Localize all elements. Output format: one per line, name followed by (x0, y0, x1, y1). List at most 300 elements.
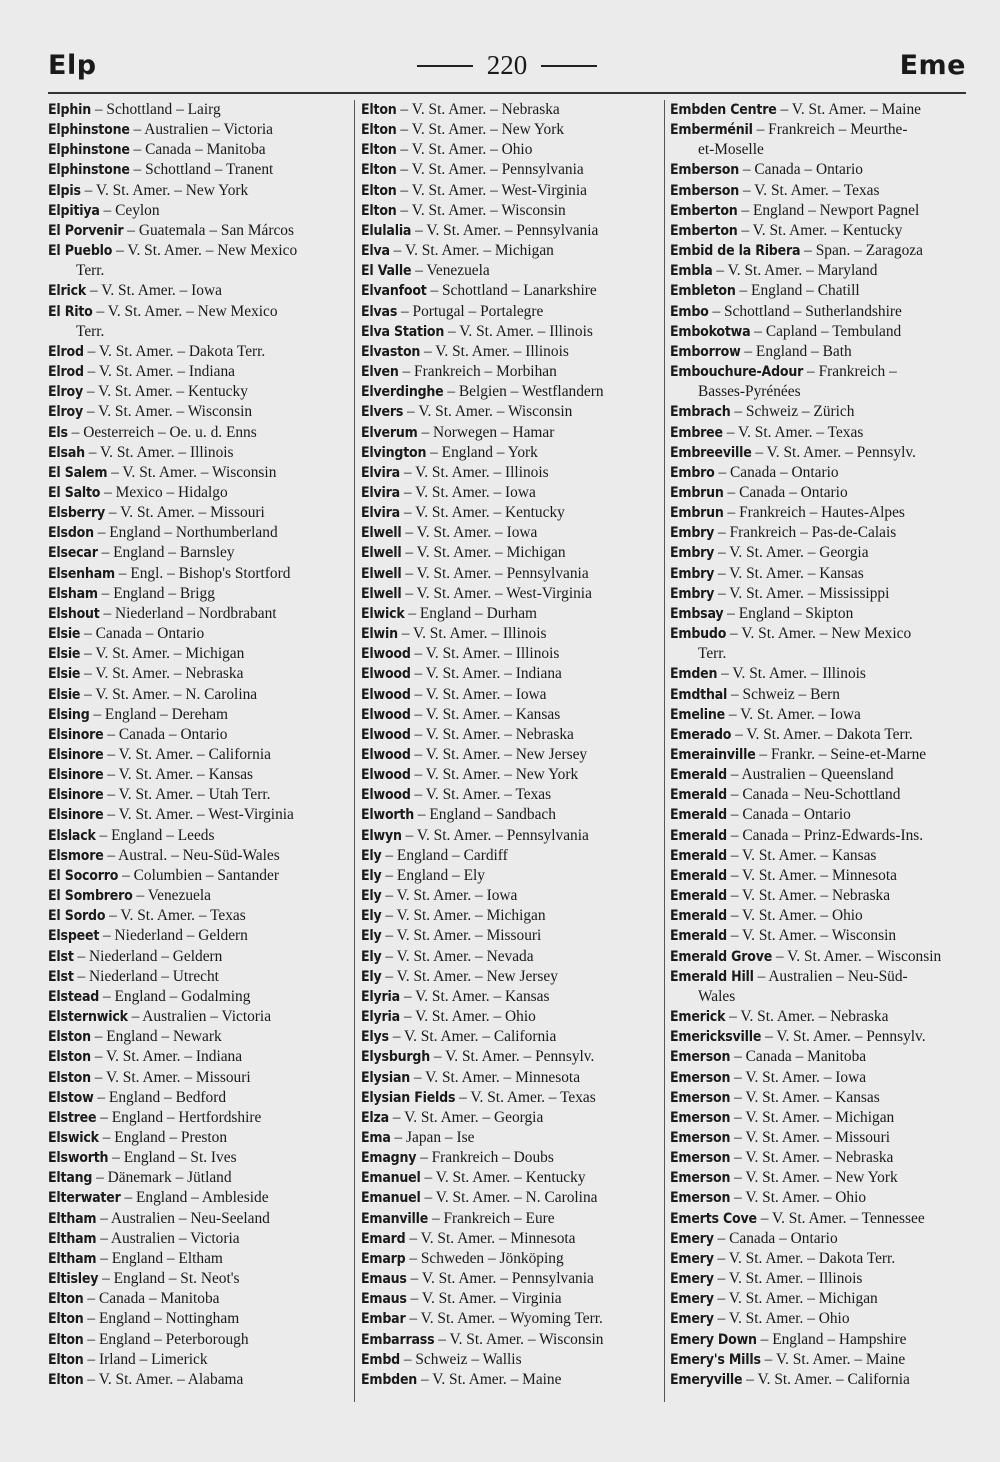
entry-location: – V. St. Amer. – Missouri (381, 927, 542, 945)
entry-headword: Embsay (670, 605, 724, 622)
entry-location: – V. St. Amer. – Iowa (401, 524, 538, 542)
gazetteer-entry (670, 564, 970, 584)
entry-location: – Canada – Ontario (103, 725, 228, 743)
gazetteer-entry (670, 322, 970, 342)
entry-continuation: Terr. (76, 322, 105, 340)
gazetteer-entry (48, 523, 353, 543)
header-left-keyword: Elp (48, 50, 97, 81)
gazetteer-entry (670, 463, 970, 483)
entry-location: – V. St. Amer. – New York (396, 121, 565, 139)
entry-location: – England – Hertfordshire (96, 1108, 262, 1126)
entry-continuation: Wales (698, 987, 736, 1005)
entry-location: – V. St. Amer. – Iowa (399, 483, 536, 501)
entry-location: – Belgien – Westflandern (443, 383, 604, 401)
entry-headword: Elston (48, 1049, 91, 1066)
entry-headword: Emanuel (361, 1170, 421, 1187)
entry-headword: Elsinore (48, 726, 104, 743)
gazetteer-entry (670, 1188, 970, 1208)
entry-location: – Canada – Ontario (80, 625, 205, 643)
entry-location: – V. St. Amer. – Kansas (410, 705, 561, 723)
entry-headword: Elsham (48, 585, 98, 602)
gazetteer-entry (361, 967, 663, 987)
entry-headword: Emerainville (670, 747, 756, 763)
entry-headword: Elvira (361, 505, 400, 522)
gazetteer-entry (48, 1128, 353, 1148)
entry-headword: Embudo (670, 626, 727, 643)
entry-headword: El Salem (48, 464, 108, 481)
gazetteer-entry (48, 1350, 353, 1370)
entry-location: – V. St. Amer. – Pennsylvania (411, 221, 599, 239)
entry-location: – V. St. Amer. – Pennsylv. (761, 1028, 926, 1046)
entry-location: – V. St. Amer. – New Mexico (92, 302, 278, 320)
gazetteer-entry (670, 1148, 970, 1168)
gazetteer-entry (670, 1007, 970, 1027)
entry-location: – England – Dereham (89, 705, 229, 723)
gazetteer-entry (670, 281, 970, 301)
gazetteer-entry (361, 1249, 663, 1269)
entry-headword: Elsworth (48, 1150, 109, 1167)
entry-headword: Emagny (361, 1150, 417, 1167)
gazetteer-entry (361, 483, 663, 503)
entry-location: – V. St. Amer. – Kansas (730, 1088, 880, 1106)
entry-location: – Canada – Prinz-Edwards-Ins. (726, 826, 924, 844)
entry-location: – V. St. Amer. – Illinois (420, 342, 569, 360)
gazetteer-entry (361, 1370, 663, 1390)
entry-headword: Emden (670, 666, 718, 683)
gazetteer-entry (670, 866, 970, 886)
entry-location: – Australien – Neu-Süd- (753, 967, 908, 985)
entry-location: – V. St. Amer. – Nebraska (396, 101, 560, 118)
entry-headword: Elysian (361, 1069, 411, 1086)
entry-headword: Emerson (670, 1129, 731, 1146)
gazetteer-entry (48, 1249, 353, 1269)
entry-location: – England – Ambleside (120, 1189, 269, 1207)
entry-location: – V. St. Amer. – Michigan (389, 242, 554, 260)
entry-location: – England – Nottingham (83, 1310, 240, 1328)
entry-headword: Elphinstone (48, 122, 130, 139)
entry-continuation: Terr. (698, 645, 727, 663)
entry-headword: Ely (361, 968, 382, 985)
entry-location: – V. St. Amer. – Ohio (726, 907, 863, 925)
entry-headword: Emaus (361, 1291, 407, 1308)
gazetteer-entry (670, 906, 970, 926)
gazetteer-entry (670, 1027, 970, 1047)
entry-location: – V. St. Amer. – New Jersey (410, 746, 588, 763)
entry-headword: El Valle (361, 263, 412, 280)
gazetteer-entry (670, 1269, 970, 1289)
gazetteer-entry (361, 342, 663, 362)
entry-location: – Canada – Ontario (714, 463, 839, 481)
entry-location: – V. St. Amer. – Pennsylvania (401, 826, 589, 844)
gazetteer-entry (48, 1047, 353, 1067)
gazetteer-entry (361, 987, 663, 1007)
entry-location: – Australien – Queensland (726, 766, 894, 784)
gazetteer-entry (361, 1269, 663, 1289)
gazetteer-entry (670, 1128, 970, 1148)
gazetteer-entry (361, 1027, 663, 1047)
gazetteer-entry (48, 503, 353, 523)
gazetteer-entry (48, 866, 353, 886)
entry-location: – Canada – Ontario (723, 483, 848, 501)
entry-location: – Mexico – Hidalgo (100, 483, 228, 501)
entry-location: – V. St. Amer. – Missouri (90, 1068, 251, 1086)
entry-headword: Elwell (361, 565, 402, 582)
entry-headword: Elshout (48, 605, 100, 622)
entry-headword: Elst (48, 948, 74, 965)
entry-headword: Elphinstone (48, 162, 130, 179)
gazetteer-entry (670, 160, 970, 180)
entry-headword: Elsing (48, 706, 90, 723)
entry-location: – V. St. Amer. – New Mexico (112, 242, 298, 260)
entry-location: – V. St. Amer. – Minnesota (410, 1068, 581, 1086)
entry-location: – Niederland – Nordbrabant (99, 604, 277, 622)
gazetteer-entry (48, 1289, 353, 1309)
gazetteer-entry (361, 140, 663, 160)
entry-headword: Embouchure-Adour (670, 364, 804, 381)
gazetteer-entry (670, 604, 970, 624)
entry-location: – Irland – Limerick (83, 1350, 208, 1368)
gazetteer-entry (361, 584, 663, 604)
entry-headword: El Sombrero (48, 888, 133, 905)
entry-headword: Embo (670, 303, 709, 320)
entry-headword: Elsberry (48, 505, 106, 522)
entry-location: – Frankreich – Eure (428, 1209, 555, 1227)
entry-location: – England – Peterborough (83, 1330, 249, 1348)
gazetteer-entry (670, 1229, 970, 1249)
gazetteer-entry (48, 483, 353, 503)
gazetteer-entry (48, 604, 353, 624)
gazetteer-entry (670, 1249, 970, 1269)
gazetteer-entry (48, 644, 353, 664)
entry-location: – V. St. Amer. – Missouri (730, 1128, 890, 1146)
entry-headword: Elwin (361, 626, 398, 643)
entry-headword: Embarrass (361, 1331, 435, 1348)
entry-headword: Emery (670, 1291, 714, 1308)
entry-headword: Elwick (361, 605, 405, 622)
entry-headword: Elsinore (48, 787, 104, 804)
entry-location: – V. St. Amer. – Pennsylv. (751, 443, 916, 461)
entry-location: – Frankreich – Hautes-Alpes (723, 504, 905, 522)
gazetteer-entry (48, 181, 353, 201)
entry-location: – V. St. Amer. – Wisconsin (726, 927, 897, 945)
entry-headword: Emerson (670, 1069, 731, 1086)
column-1 (48, 100, 353, 1402)
entry-location: – England – Newport Pagnel (737, 201, 920, 219)
entry-location: – V. St. Amer. – Kentucky (420, 1169, 586, 1187)
entry-headword: Elston (48, 1029, 91, 1046)
entry-location: – Schottland – Sutherlandshire (708, 302, 902, 320)
entry-headword: Elwood (361, 706, 411, 723)
gazetteer-entry (48, 1188, 353, 1208)
gazetteer-entry (670, 523, 970, 543)
gazetteer-entry (48, 543, 353, 563)
entry-location: – V. St. Amer. – Michigan (730, 1108, 895, 1126)
entry-headword: Elton (361, 202, 397, 219)
header-right-keyword: Eme (899, 50, 966, 81)
gazetteer-entry (361, 201, 663, 221)
gazetteer-entry (670, 402, 970, 422)
gazetteer-entry (361, 826, 663, 846)
gazetteer-entry (361, 1188, 663, 1208)
entry-headword: Eltisley (48, 1271, 99, 1288)
gazetteer-entry (48, 886, 353, 906)
gazetteer-entry (670, 423, 970, 443)
entry-headword: Elva (361, 243, 390, 260)
entry-headword: Elyria (361, 1009, 400, 1026)
entry-headword: Emarp (361, 1250, 406, 1267)
gazetteer-entry (48, 120, 353, 140)
entry-location: – Frankr. – Seine-et-Marne (755, 746, 927, 763)
gazetteer-entry (670, 1108, 970, 1128)
gazetteer-entry (48, 1209, 353, 1229)
entry-headword: Elvers (361, 404, 404, 421)
gazetteer-entry (361, 1007, 663, 1027)
gazetteer-entry (48, 745, 353, 765)
entry-headword: Elys (361, 1029, 389, 1046)
entry-headword: Emborrow (670, 343, 741, 360)
entry-location: – Niederland – Geldern (99, 927, 248, 945)
entry-headword: Emerald (670, 787, 727, 804)
entry-headword: Ely (361, 888, 382, 905)
entry-headword: Eltham (48, 1230, 97, 1247)
entry-location: – Ceylon (99, 201, 160, 219)
gazetteer-entry (670, 120, 970, 160)
gazetteer-entry (361, 926, 663, 946)
entry-headword: Elst (48, 968, 74, 985)
entry-headword: Emerson (670, 1190, 731, 1207)
entry-location: – Australien – Victoria (96, 1229, 240, 1247)
header-dash-left (417, 65, 473, 67)
entry-location: – Venezuela (132, 887, 211, 905)
gazetteer-entry (670, 624, 970, 664)
gazetteer-entry (48, 664, 353, 684)
entry-headword: Eltang (48, 1170, 93, 1187)
entry-location: – V. St. Amer. – N. Carolina (420, 1189, 598, 1207)
entry-location: – V. St. Amer. – Wisconsin (107, 463, 277, 481)
gazetteer-entry (48, 1309, 353, 1329)
gazetteer-entry (48, 423, 353, 443)
entry-headword: Embden (361, 1371, 418, 1388)
entry-headword: Elterwater (48, 1190, 121, 1207)
entry-headword: Elsie (48, 686, 81, 703)
entry-location: – England – Brigg (97, 584, 215, 602)
gazetteer-entry (48, 765, 353, 785)
entry-location: – V. St. Amer. – Nebraska (410, 725, 574, 743)
gazetteer-entry (48, 160, 353, 180)
entry-location: – Schottland – Tranent (129, 161, 274, 179)
entry-location: – England – Chatill (735, 282, 860, 300)
entry-location: – V. St. Amer. – Illinois (397, 625, 547, 643)
gazetteer-entry (361, 463, 663, 483)
gazetteer-entry (48, 926, 353, 946)
entry-location: – V. St. Amer. – Wisconsin (83, 403, 253, 421)
column-2 (361, 100, 663, 1402)
entry-location: – V. St. Amer. – Illinois (713, 1270, 863, 1288)
entry-headword: Elsternwick (48, 1009, 128, 1026)
entry-location: – Canada – Ontario (726, 806, 851, 824)
gazetteer-entry (670, 584, 970, 604)
entry-headword: Elsinore (48, 747, 104, 763)
entry-headword: Embrach (670, 404, 731, 421)
gazetteer-entry (48, 402, 353, 422)
entry-headword: Els (48, 424, 68, 441)
entry-headword: Emerson (670, 1109, 731, 1126)
entry-headword: Elspeet (48, 928, 100, 945)
entry-location: – Niederland – Utrecht (73, 967, 219, 985)
gazetteer-entry (48, 1168, 353, 1188)
gazetteer-entry (670, 181, 970, 201)
gazetteer-entry (48, 967, 353, 987)
entry-location: – England – York (426, 443, 538, 461)
entry-headword: El Rito (48, 303, 93, 320)
entry-location: – V. St. Amer. – Ohio (396, 141, 533, 159)
gazetteer-entry (48, 564, 353, 584)
entry-headword: Eltham (48, 1250, 97, 1267)
gazetteer-entry (361, 624, 663, 644)
entry-location: – V. St. Amer. – Illinois (84, 443, 234, 461)
entry-headword: Elva Station (361, 323, 445, 340)
entry-location: – Capland – Tembuland (750, 322, 902, 340)
entry-location: – England – Northumberland (93, 524, 278, 542)
entry-headword: Elverum (361, 424, 418, 441)
gazetteer-entry (670, 1047, 970, 1067)
gazetteer-entry (670, 664, 970, 684)
entry-headword: Emberton (670, 202, 738, 219)
header-rule (48, 92, 966, 94)
entry-headword: Ely (361, 908, 382, 925)
entry-headword: Elslack (48, 827, 96, 844)
entry-headword: Elstree (48, 1109, 97, 1126)
entry-headword: Elton (361, 102, 397, 118)
entry-headword: Emerado (670, 726, 732, 743)
page-number-block (48, 50, 966, 81)
entry-headword: Emerts Cove (670, 1210, 757, 1227)
entry-location: – V. St. Amer. – Utah Terr. (103, 786, 271, 804)
entry-location: – V. St. Amer. – Ohio (730, 1189, 867, 1207)
entry-location: – V. St. Amer. – Kansas (399, 987, 550, 1005)
gazetteer-entry (48, 685, 353, 705)
gazetteer-entry (361, 1047, 663, 1067)
entry-headword: Elton (48, 1371, 84, 1388)
gazetteer-entry (48, 1068, 353, 1088)
gazetteer-entry (670, 685, 970, 705)
entry-headword: Elwyn (361, 827, 402, 844)
gazetteer-entry (361, 362, 663, 382)
gazetteer-entry (361, 947, 663, 967)
entry-location: – V. St. Amer. – Virginia (406, 1290, 562, 1308)
gazetteer-entry (361, 644, 663, 664)
entry-location: – England – Skipton (723, 604, 854, 622)
entry-headword: Embrun (670, 505, 724, 522)
entry-headword: Elsinore (48, 807, 104, 824)
entry-headword: Emanville (361, 1210, 429, 1227)
gazetteer-entry (670, 201, 970, 221)
entry-headword: Elston (48, 1069, 91, 1086)
gazetteer-entry (361, 1289, 663, 1309)
entry-headword: Emaus (361, 1271, 407, 1288)
gazetteer-entry (361, 423, 663, 443)
entry-headword: Ely (361, 867, 382, 884)
entry-headword: Embleton (670, 283, 736, 300)
entry-headword: Elsinore (48, 767, 104, 784)
entry-location: – V. St. Amer. – Indiana (83, 363, 236, 381)
entry-headword: Elvington (361, 444, 427, 461)
entry-location: – V. St. Amer. – Mississippi (714, 584, 890, 602)
entry-location: – V. St. Amer. – Wisconsin (403, 403, 573, 421)
entry-headword: Emery (670, 1230, 714, 1247)
gazetteer-entry (670, 503, 970, 523)
entry-headword: Elverdinghe (361, 384, 444, 401)
gazetteer-entry (670, 705, 970, 725)
gazetteer-entry (670, 846, 970, 866)
entry-location: – Norwegen – Hamar (417, 423, 555, 441)
entry-headword: Elton (361, 182, 397, 199)
entry-location: – Canada – Ontario (713, 1229, 838, 1247)
entry-location: – V. St. Amer. – Nebraska (725, 1008, 889, 1026)
entry-continuation: Terr. (76, 262, 105, 280)
gazetteer-entry (361, 322, 663, 342)
entry-headword: Emberton (670, 222, 738, 239)
gazetteer-entry (361, 100, 663, 120)
entry-headword: Emerald (670, 807, 727, 824)
entry-headword: Emdthal (670, 686, 728, 703)
entry-headword: Elwell (361, 545, 402, 562)
gazetteer-entry (48, 1370, 353, 1390)
entry-headword: Elsmore (48, 847, 104, 864)
gazetteer-entry (361, 765, 663, 785)
entry-headword: Emerald (670, 908, 727, 925)
entry-location: – V. St. Amer. – New Jersey (381, 967, 558, 985)
gazetteer-entry (361, 886, 663, 906)
entry-location: – Schweiz – Zürich (730, 403, 855, 421)
entry-location: – V. St. Amer. – Nevada (381, 947, 534, 965)
entry-headword: Elyria (361, 988, 400, 1005)
entry-headword: Elton (48, 1351, 84, 1368)
entry-location: – V. St. Amer. – Michigan (381, 907, 546, 925)
gazetteer-entry (48, 805, 353, 825)
gazetteer-entry (670, 1168, 970, 1188)
entry-location: – England – Durham (404, 604, 538, 622)
entry-headword: Elvanfoot (361, 283, 427, 300)
entry-headword: Ely (361, 928, 382, 945)
gazetteer-entry (670, 483, 970, 503)
entry-headword: Ely (361, 948, 382, 965)
entry-location: – V. St. Amer. – Nebraska (730, 1149, 894, 1167)
entry-headword: El Socorro (48, 867, 119, 884)
entry-location: – Frankreich – Meurthe- (752, 121, 908, 139)
entry-location: – Frankreich – Pas-de-Calais (714, 524, 897, 542)
entry-headword: Emerson (670, 1170, 731, 1187)
entry-location: – V. St. Amer. – Pennsylvania (401, 564, 589, 582)
gazetteer-entry (670, 826, 970, 846)
entry-headword: Elphin (48, 102, 91, 118)
entry-location: – Venezuela (411, 262, 490, 280)
gazetteer-entry (670, 1088, 970, 1108)
page-header (48, 50, 966, 90)
entry-headword: Emeline (670, 706, 726, 723)
entry-location: – V. St. Amer. – Illinois (399, 463, 549, 481)
entry-headword: Elza (361, 1109, 389, 1126)
entry-location: – V. St. Amer. – Michigan (80, 645, 245, 663)
entry-location: – Frankreich – Morbihan (398, 363, 557, 381)
entry-headword: Elrod (48, 343, 84, 360)
entry-location: – Oesterreich – Oe. u. d. Enns (67, 423, 257, 441)
entry-headword: El Sordo (48, 908, 106, 925)
entry-location: – V. St. Amer. – Iowa (86, 282, 222, 300)
gazetteer-entry (48, 1148, 353, 1168)
entry-location: – Canada – Manitoba (730, 1048, 867, 1066)
gazetteer-entry (670, 725, 970, 745)
